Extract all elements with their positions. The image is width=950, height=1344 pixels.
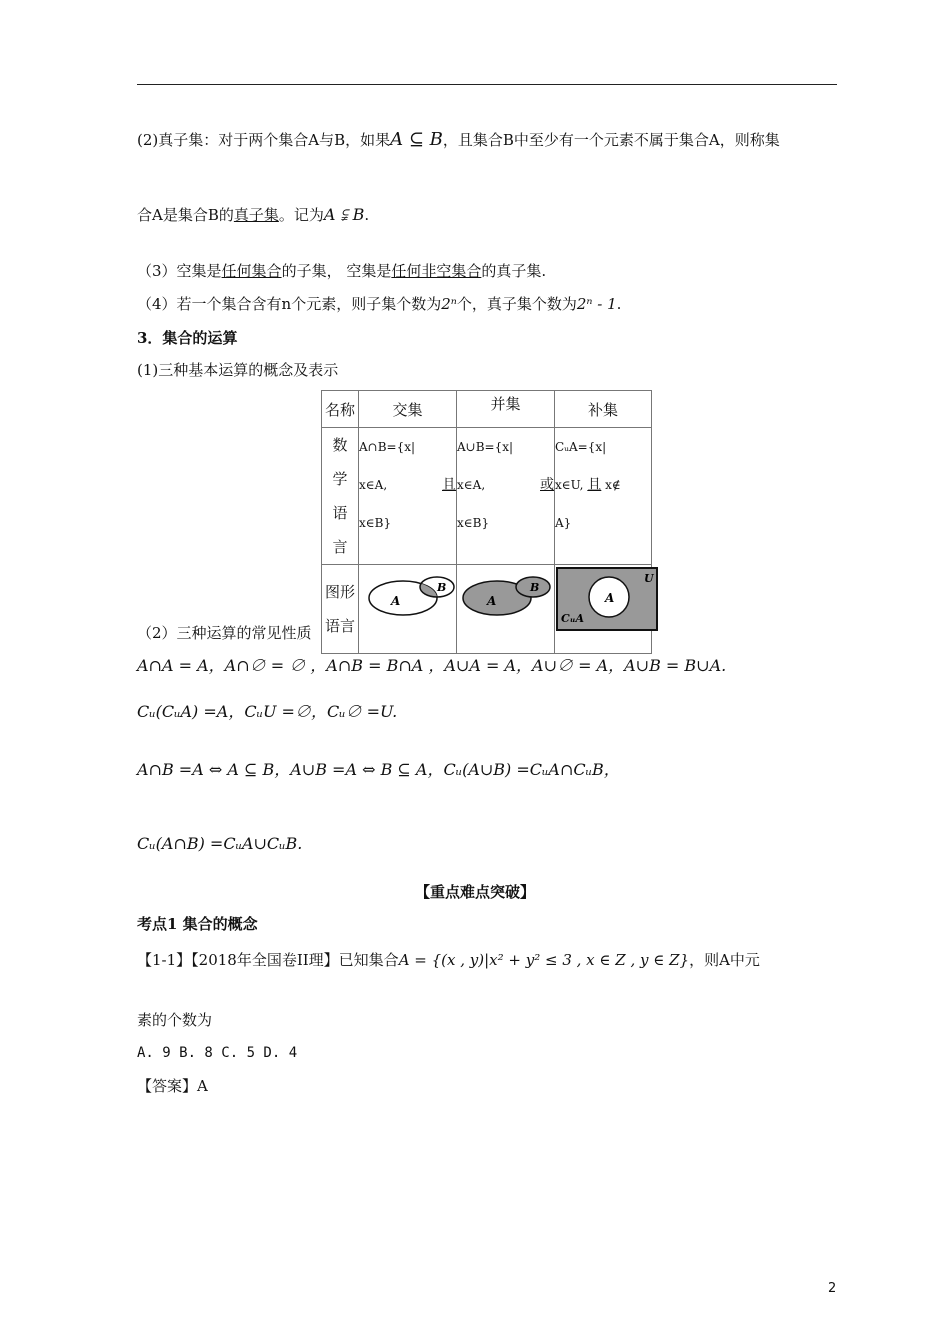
intersection-definition: A∩B={x| x∈A, 且 x∈B} bbox=[359, 428, 457, 565]
subheading-basic-ops: (1)三种基本运算的概念及表示 bbox=[137, 361, 339, 379]
col-intersection: 交集 bbox=[359, 391, 457, 428]
formula-line-2: Cᵤ(CᵤA) =A，CᵤU =∅，Cᵤ∅ =U. bbox=[137, 702, 398, 721]
svg-text:B: B bbox=[530, 581, 540, 594]
intersection-venn bbox=[359, 565, 457, 654]
row-graphic-language: 图形语言 bbox=[322, 565, 359, 654]
heading-set-operations: 3．集合的运算 bbox=[137, 329, 238, 347]
subheading-properties: （2）三种运算的常见性质 bbox=[137, 624, 312, 642]
formula-line-4: Cᵤ(A∩B) =CᵤA∪CᵤB. bbox=[137, 834, 303, 853]
header-rule bbox=[137, 84, 837, 85]
svg-text:U: U bbox=[644, 572, 654, 585]
union-definition: A∪B={x| x∈A, 或 x∈B} bbox=[457, 428, 555, 565]
svg-text:A: A bbox=[487, 594, 497, 608]
set-definition: A = {(x , y)|x² + y² ≤ 3 , x ∈ Z , y ∈ Z} bbox=[398, 951, 690, 969]
col-union: 并集 bbox=[457, 391, 555, 428]
para-subset-count: （4）若一个集合含有n个元素，则子集个数为2ⁿ个，真子集个数为2ⁿ - 1. bbox=[137, 295, 622, 313]
subset-symbol: A ⊆ B bbox=[390, 129, 443, 150]
answer-choices: A. 9 B. 8 C. 5 D. 4 bbox=[137, 1045, 298, 1061]
svg-text:B: B bbox=[437, 581, 447, 594]
section-title: 【重点难点突破】 bbox=[414, 883, 535, 901]
key-point-title: 考点1 集合的概念 bbox=[137, 915, 258, 933]
answer: 【答案】A bbox=[137, 1077, 208, 1095]
svg-text:CᵤA: CᵤA bbox=[561, 612, 585, 625]
union-venn-diagram bbox=[457, 565, 554, 649]
union-venn bbox=[457, 565, 555, 654]
svg-text:A: A bbox=[605, 591, 615, 605]
question-line-1: 【1-1】【2018年全国卷II理】已知集合A = {(x , y)|x² + y² ≤ 3 , x ∈ Z , y ∈ Z}，则A中元 bbox=[137, 951, 760, 969]
complement-definition: CᵤA={x| x∈U, 且 x∉ A} bbox=[555, 428, 652, 565]
row-math-language: 数学语言 bbox=[322, 428, 359, 565]
formula-line-3: A∩B =A ⇔ A ⊆ B，A∪B =A ⇔ B ⊆ A，Cᵤ(A∪B) =CᵤA∩CᵤB， bbox=[137, 760, 620, 779]
para-proper-subset-1: (2)真子集：对于两个集合A与B，如果A ⊆ B，且集合B中至少有一个元素不属于集合A，则称集 bbox=[137, 129, 780, 150]
col-name: 名称 bbox=[322, 391, 359, 428]
complement-venn bbox=[555, 565, 652, 654]
para-empty-set: （3）空集是任何集合的子集， 空集是任何非空集合的真子集. bbox=[137, 262, 547, 280]
col-complement: 补集 bbox=[555, 391, 652, 428]
page-number: 2 bbox=[828, 1281, 837, 1296]
complement-venn-diagram bbox=[555, 565, 654, 649]
para-proper-subset-2: 合A是集合B的真子集。记为A ⫋ B. bbox=[137, 205, 370, 224]
operations-table bbox=[321, 390, 652, 654]
svg-text:A: A bbox=[391, 594, 401, 608]
formula-line-1: A∩A = A，A∩∅ = ∅ ，A∩B = B∩A ，A∪A = A，A∪∅ = A，A∪B = B∪A. bbox=[137, 656, 727, 675]
question-line-2: 素的个数为 bbox=[137, 1011, 213, 1029]
intersection-venn-diagram bbox=[359, 565, 456, 649]
